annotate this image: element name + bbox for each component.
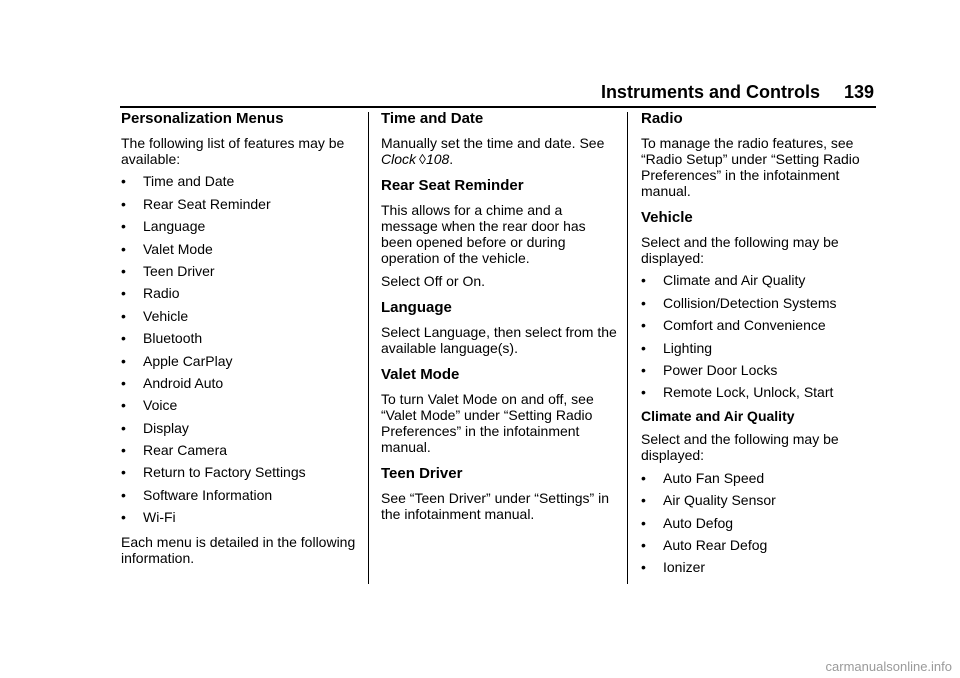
list-item xyxy=(121,173,357,189)
list-item-label: Rear Camera xyxy=(143,442,228,459)
rear-seat-text-2: Select Off or On. xyxy=(381,273,486,289)
bullet-icon: • xyxy=(641,339,646,356)
column-divider-2 xyxy=(627,112,628,584)
header-rule xyxy=(120,106,876,108)
bullet-icon: • xyxy=(121,218,126,235)
page-number: 139 xyxy=(843,82,874,102)
list-item-label: Android Auto xyxy=(143,374,224,391)
column-settings xyxy=(381,110,617,522)
language-heading: Language xyxy=(381,299,452,316)
list-item-label: Collision/Detection Systems xyxy=(663,294,837,311)
personalization-outro: Each menu is detailed in the following information. xyxy=(121,534,356,567)
list-item xyxy=(121,218,357,234)
list-item-label: Lighting xyxy=(663,339,713,356)
watermark: carmanualsonline.info xyxy=(825,659,952,674)
bullet-icon: • xyxy=(121,352,126,369)
radio-text: To manage the radio features, see “Radio Setup” under “Setting Radio Preferences” in the infotainment manual. xyxy=(641,135,860,199)
bullet-icon: • xyxy=(121,374,126,391)
list-item-label: Remote Lock, Unlock, Start xyxy=(663,384,834,401)
list-item-label: Power Door Locks xyxy=(663,361,778,378)
list-item-label: Language xyxy=(143,218,206,235)
bullet-icon: • xyxy=(121,330,126,347)
list-item xyxy=(641,470,877,486)
list-item xyxy=(641,362,877,378)
features-list xyxy=(121,173,357,525)
list-item-label: Teen Driver xyxy=(143,262,215,279)
bullet-icon: • xyxy=(641,272,646,289)
column-radio-vehicle xyxy=(641,110,877,575)
list-item xyxy=(641,515,877,531)
bullet-icon: • xyxy=(641,317,646,334)
bullet-icon: • xyxy=(121,464,126,481)
list-item xyxy=(641,295,877,311)
list-item-label: Auto Defog xyxy=(663,514,734,531)
bullet-icon: • xyxy=(641,536,646,553)
column-personalization xyxy=(121,110,357,566)
bullet-icon: • xyxy=(121,173,126,190)
bullet-icon: • xyxy=(121,240,126,257)
climate-text: Select and the following may be displayed: xyxy=(641,431,839,464)
bullet-icon: • xyxy=(121,442,126,459)
climate-subheading: Climate and Air Quality xyxy=(641,408,795,425)
climate-list xyxy=(641,470,877,576)
list-item-label: Valet Mode xyxy=(143,240,213,257)
list-item-label: Wi-Fi xyxy=(143,509,176,526)
bullet-icon: • xyxy=(121,509,126,526)
list-item xyxy=(641,340,877,356)
list-item-label: Time and Date xyxy=(143,173,235,190)
time-date-heading: Time and Date xyxy=(381,110,484,127)
valet-heading: Valet Mode xyxy=(381,366,460,383)
list-item-label: Ionizer xyxy=(663,559,706,576)
list-item-label: Display xyxy=(143,419,189,436)
list-item-label: Return to Factory Settings xyxy=(143,464,306,481)
section-title: Instruments and Controls xyxy=(600,82,820,102)
bullet-icon: • xyxy=(121,195,126,212)
rear-seat-text: This allows for a chime and a message when the rear door has been opened before or during operation of the vehicle. xyxy=(381,202,586,266)
list-item xyxy=(121,464,357,480)
list-item xyxy=(121,353,357,369)
list-item xyxy=(121,263,357,279)
personalization-heading: Personalization Menus xyxy=(121,110,284,127)
list-item xyxy=(641,317,877,333)
bullet-icon: • xyxy=(121,397,126,414)
language-text: Select Language, then select from the available language(s). xyxy=(381,324,617,356)
list-item xyxy=(641,492,877,508)
list-item-label: Climate and Air Quality xyxy=(663,272,806,289)
list-item-label: Voice xyxy=(143,397,178,414)
bullet-icon: • xyxy=(121,262,126,279)
bullet-icon: • xyxy=(121,419,126,436)
list-item-label: Auto Rear Defog xyxy=(663,536,768,553)
list-item xyxy=(121,330,357,346)
list-item xyxy=(121,196,357,212)
page-header xyxy=(601,82,874,103)
list-item xyxy=(121,285,357,301)
list-item-label: Bluetooth xyxy=(143,330,203,347)
vehicle-list xyxy=(641,272,877,400)
list-item xyxy=(641,272,877,288)
column-divider-1 xyxy=(368,112,369,584)
valet-text: To turn Valet Mode on and off, see “Valet Mode” under “Setting Radio Preferences” in the infotainment manual. xyxy=(381,391,594,455)
list-item xyxy=(121,487,357,503)
page-ref-icon: ◊ xyxy=(419,151,426,167)
bullet-icon: • xyxy=(641,469,646,486)
bullet-icon: • xyxy=(641,361,646,378)
list-item xyxy=(121,397,357,413)
list-item-label: Software Information xyxy=(143,486,273,503)
bullet-icon: • xyxy=(121,285,126,302)
vehicle-heading: Vehicle xyxy=(641,209,693,226)
list-item xyxy=(121,442,357,458)
list-item-label: Radio xyxy=(143,285,180,302)
bullet-icon: • xyxy=(641,514,646,531)
rear-seat-heading: Rear Seat Reminder xyxy=(381,177,524,194)
bullet-icon: • xyxy=(641,384,646,401)
bullet-icon: • xyxy=(121,307,126,324)
list-item-label: Apple CarPlay xyxy=(143,352,233,369)
list-item xyxy=(641,559,877,575)
list-item-label: Air Quality Sensor xyxy=(663,492,776,509)
bullet-icon: • xyxy=(121,486,126,503)
list-item xyxy=(121,241,357,257)
list-item xyxy=(121,420,357,436)
vehicle-text: Select and the following may be displayed: xyxy=(641,234,839,266)
list-item xyxy=(121,375,357,391)
list-item-label: Vehicle xyxy=(143,307,189,324)
list-item-label: Rear Seat Reminder xyxy=(143,195,271,212)
clock-page-ref[interactable]: 108 xyxy=(425,151,450,167)
teen-driver-heading: Teen Driver xyxy=(381,465,463,482)
radio-heading: Radio xyxy=(641,110,683,127)
personalization-intro: The following list of features may be available: xyxy=(121,135,345,167)
list-item-label: Auto Fan Speed xyxy=(663,469,765,486)
list-item xyxy=(641,384,877,400)
bullet-icon: • xyxy=(641,559,646,576)
list-item xyxy=(121,308,357,324)
bullet-icon: • xyxy=(641,492,646,509)
time-date-text: Manually set the time and date. See Clock ◊108. xyxy=(381,135,605,167)
bullet-icon: • xyxy=(641,294,646,311)
clock-link[interactable]: Clock xyxy=(381,151,417,167)
teen-driver-text: See “Teen Driver” under “Settings” in the infotainment manual. xyxy=(381,490,609,522)
list-item xyxy=(121,509,357,525)
list-item-label: Comfort and Convenience xyxy=(663,317,826,334)
list-item xyxy=(641,537,877,553)
